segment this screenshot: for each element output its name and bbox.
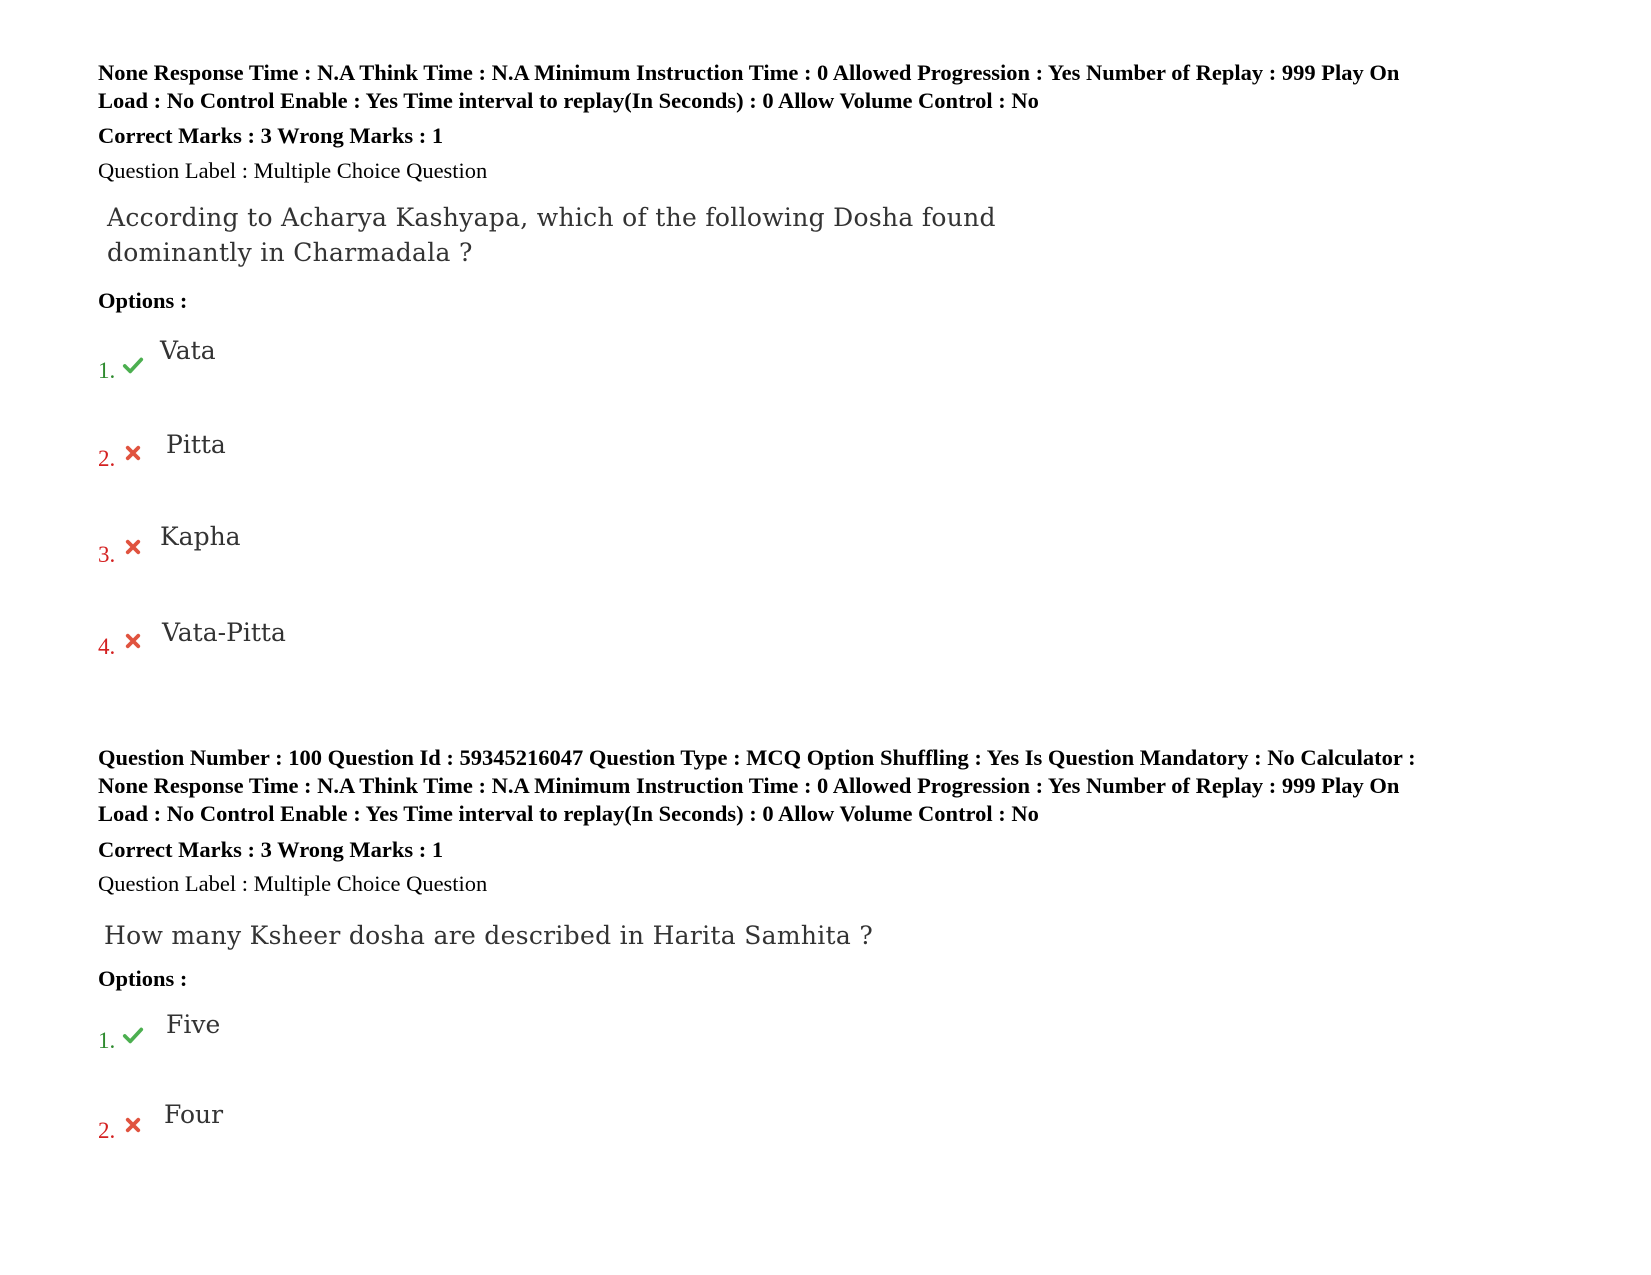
question-text-line: dominantly in Charmadala ? — [107, 238, 473, 267]
option-item — [98, 1100, 698, 1150]
question-text-100 — [104, 918, 1584, 953]
option-text: Pitta — [166, 430, 226, 459]
options-heading-100-wrap — [98, 965, 1578, 993]
option-text: Four — [164, 1100, 224, 1129]
meta-line: None Response Time : N.A Think Time : N.A Minimum Instruction Time : 0 Allowed Progression : Yes Number of Replay : 999 Play On — [98, 773, 1400, 798]
option-item — [98, 522, 698, 572]
cross-icon — [124, 444, 142, 462]
marks-line: Correct Marks : 3 Wrong Marks : 1 — [98, 837, 444, 862]
question-meta-top — [98, 59, 1578, 115]
meta-line: Question Number : 100 Question Id : 59345216047 Question Type : MCQ Option Shuffling : Yes Is Question Mandatory : No Calculator : — [98, 745, 1416, 770]
question-label: Question Label : Multiple Choice Question — [98, 871, 488, 896]
question-meta-100 — [98, 744, 1578, 828]
option-item — [98, 336, 698, 386]
option-item — [98, 1010, 698, 1060]
question-label: Question Label : Multiple Choice Question — [98, 158, 488, 183]
option-number: 1. — [98, 1028, 116, 1053]
option-item — [98, 618, 698, 668]
question-text-line: How many Ksheer dosha are described in Harita Samhita ? — [104, 921, 874, 950]
marks-line: Correct Marks : 3 Wrong Marks : 1 — [98, 123, 444, 148]
option-text: Vata — [160, 336, 216, 365]
option-text: Vata-Pitta — [162, 618, 286, 647]
cross-icon — [124, 632, 142, 650]
option-number: 2. — [98, 446, 116, 471]
option-number: 1. — [98, 358, 116, 383]
label-100-wrap — [98, 870, 1578, 898]
option-number: 2. — [98, 1118, 116, 1143]
option-text: Five — [166, 1010, 221, 1039]
cross-icon — [124, 538, 142, 556]
question-text-top — [107, 200, 1587, 270]
meta-line: Load : No Control Enable : Yes Time interval to replay(In Seconds) : 0 Allow Volume Control : No — [98, 88, 1039, 113]
option-item — [98, 430, 698, 480]
option-number: 4. — [98, 634, 116, 659]
option-number: 3. — [98, 542, 116, 567]
label-top-wrap — [98, 157, 1578, 185]
options-heading: Options : — [98, 288, 188, 313]
option-text: Kapha — [160, 522, 241, 551]
meta-line: Load : No Control Enable : Yes Time interval to replay(In Seconds) : 0 Allow Volume Control : No — [98, 801, 1039, 826]
options-heading: Options : — [98, 966, 188, 991]
question-text-line: According to Acharya Kashyapa, which of the following Dosha found — [107, 203, 996, 232]
meta-line: None Response Time : N.A Think Time : N.A Minimum Instruction Time : 0 Allowed Progression : Yes Number of Replay : 999 Play On — [98, 60, 1400, 85]
cross-icon — [124, 1116, 142, 1134]
check-icon — [122, 1024, 144, 1046]
options-heading-top-wrap — [98, 287, 1578, 315]
marks-100-wrap — [98, 836, 1578, 864]
check-icon — [122, 354, 144, 376]
marks-top-wrap — [98, 122, 1578, 150]
